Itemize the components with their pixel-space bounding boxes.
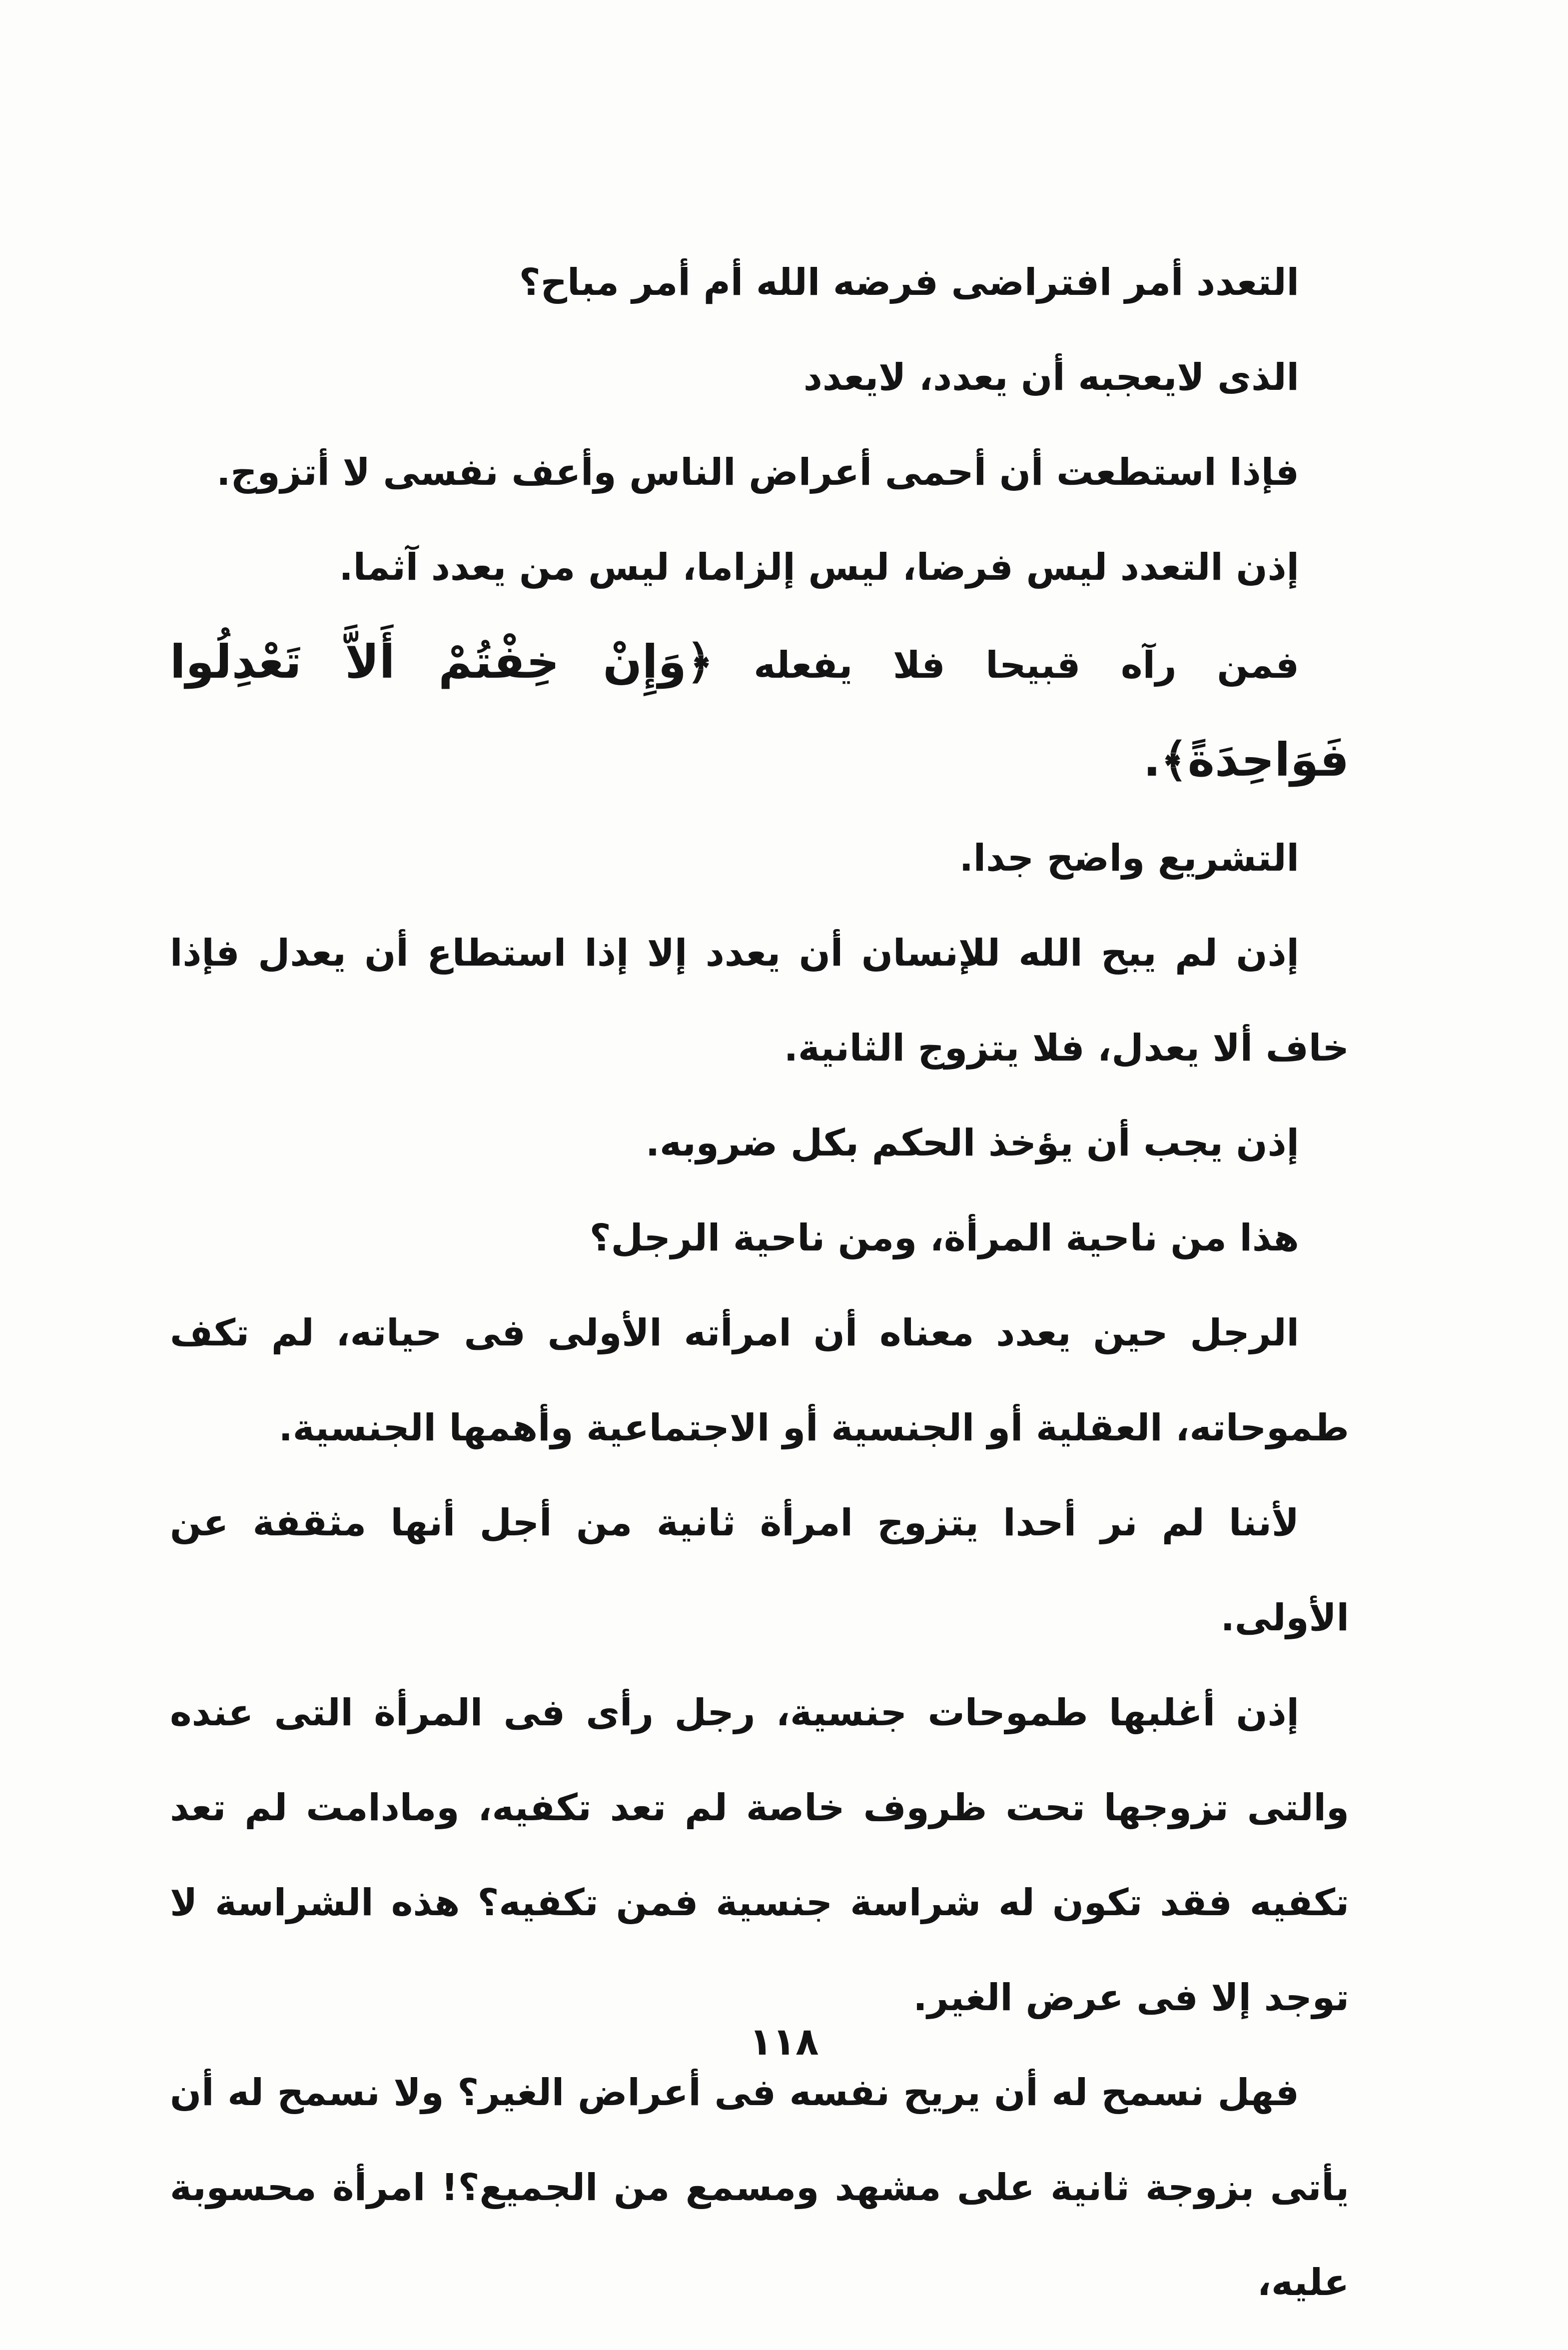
paragraph-4: إذن التعدد ليس فرضا، ليس إلزاما، ليس من يعدد آثما.: [339, 546, 1299, 589]
paragraph-8: هذا من ناحية المرأة، ومن ناحية الرجل؟: [589, 1216, 1299, 1259]
paragraph-11: إذن أغلبها طموحات جنسية، رجل رأى فى المرأة التى عنده والتى تزوجها تحت ظروف خاصة لم تعد تكفيه، ومادامت لم تعد تكفيه فقد تكون له شراسة جنسية فمن تكفيه؟ هذه الشراسة لا توجد إلا فى عرض الغير.: [170, 1691, 1349, 2019]
quran-prefix: فمن رآه قبيحا فلا يفعله: [713, 644, 1300, 687]
paragraph-quran: [170, 615, 1349, 811]
paragraph-3: فإذا استطعت أن أحمى أعراض الناس وأعف نفسى لا أتزوج.: [216, 451, 1299, 494]
quran-verse: ﴿وَإِنْ خِفْتُمْ أَلاَّ تَعْدِلُوا فَوَاحِدَةً﴾.: [170, 635, 1349, 787]
paragraph-7: إذن يجب أن يؤخذ الحكم بكل ضروبه.: [645, 1122, 1299, 1165]
paragraph-12: فهل نسمح له أن يريح نفسه فى أعراض الغير؟ ولا نسمح له أن يأتى بزوجة ثانية على مشهد ومسمع من الجميع؟! امرأة محسوبة عليه،: [170, 2071, 1349, 2304]
paragraph-10: لأننا لم نر أحدا يتزوج امرأة ثانية من أجل أنها مثقفة عن الأولى.: [170, 1501, 1349, 1639]
paragraph-5: التشريع واضح جدا.: [959, 837, 1299, 880]
page-number: ١١٨: [749, 2019, 819, 2064]
page-text-block: [170, 235, 1349, 2330]
paragraph-6: إذن لم يبح الله للإنسان أن يعدد إلا إذا استطاع أن يعدل فإذا خاف ألا يعدل، فلا يتزوج الثانية.: [170, 932, 1349, 1070]
paragraph-2: الذى لايعجبه أن يعدد، لايعدد: [803, 356, 1299, 399]
paragraph-9: الرجل حين يعدد معناه أن امرأته الأولى فى حياته، لم تكف طموحاته، العقلية أو الجنسية أو الاجتماعية وأهمها الجنسية.: [170, 1311, 1349, 1449]
paragraph-1: التعدد أمر افتراضى فرضه الله أم أمر مباح؟: [519, 261, 1299, 304]
